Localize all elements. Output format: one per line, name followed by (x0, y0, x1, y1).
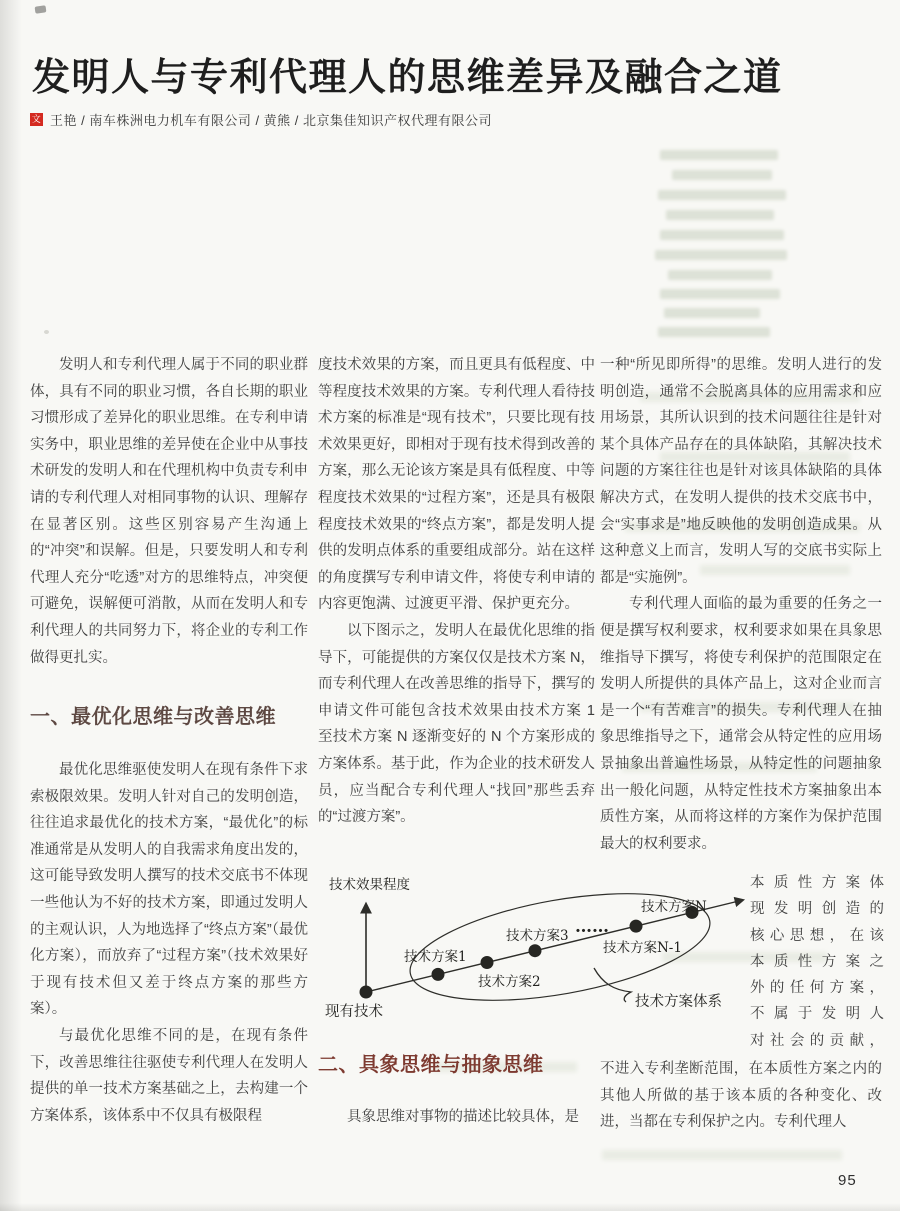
paragraph: 专利代理人面临的最为重要的任务之一便是撰写权利要求，权利要求如果在具象思维指导下撰写，将使专利保护的范围限定在发明人所提供的具体产品上，这对企业而言是一个“有苦难言”的损失。专利代理人在抽象思维指导之下，通常会从特定性的应用场景抽象出普遍性场景，从特定性的问题抽象出一般化问题，从特定性技术方案抽象出本质性方案，从而将这样的方案作为保护范围最大的权利要求。 (600, 596, 882, 852)
page-title: 发明人与专利代理人的思维差异及融合之道 (32, 57, 783, 99)
callout-squiggle (594, 968, 631, 1002)
wrapped-line: 本质性方案体 (750, 875, 884, 891)
origin-label: 现有技术 (325, 1004, 383, 1020)
bleedthrough-artifact (664, 308, 760, 318)
data-point-label: 技术方案N (641, 899, 707, 915)
data-point-n-1 (630, 920, 643, 933)
scan-smudge (35, 5, 47, 13)
system-label: 技术方案体系 (635, 994, 722, 1010)
column-1-paragraphs-2-3 (30, 757, 308, 1129)
bleedthrough-artifact (660, 289, 780, 299)
paragraph: 发明人和专利代理人属于不同的职业群体，具有不同的职业习惯，各自长期的职业习惯形成了差异化的职业思维。在专利申请实务中，职业思维的差异使在企业中从事技术研发的发明人和在代理机构中负责专利申请的专利代理人对相同事物的认识、理解存在显著区别。这些区别容易产生沟通上的“冲突”和误解。但是，只要发明人和专利代理人充分“吃透”对方的思维特点，冲突便可避免，误解便可消散，从而在发明人和专利代理人的共同努力下，将企业的专利工作做得更扎实。 (30, 357, 308, 666)
wrapped-line: 不属于发明人 (750, 1006, 884, 1023)
column-3-wrapped-text (750, 870, 884, 1054)
section-heading-1: 一、最优化思维与改善思维 (30, 706, 276, 728)
bleedthrough-artifact (655, 250, 787, 260)
data-point-label: 技术方案3 (506, 928, 569, 944)
bleedthrough-artifact (668, 270, 772, 280)
column-3-paragraph-3-wide (600, 1056, 882, 1136)
scan-dust (44, 330, 49, 334)
paragraph: 具象思维对事物的描述比较具体，是 (347, 1109, 579, 1125)
paragraph: 以下图示之，发明人在最优化思维的指导下，可能提供的方案仅仅是技术方案 N，而专利代理人在改善思维的指导下，撰写的申请文件可能包含技术效果由技术方案 1 至技术方案 N 逐渐变好的 N 个方案形成的方案体系。基于此，作为企业的技术研发人员，应当配合专利代理人“找回”那些丢弃的“过渡方案”。 (318, 622, 595, 826)
wrapped-line: 外的任何方案， (750, 980, 884, 997)
page-edge-shadow-bottom (0, 1203, 900, 1211)
bleedthrough-artifact (660, 150, 778, 160)
technical-solution-diagram (313, 868, 768, 1040)
column-2-paragraphs (318, 352, 595, 831)
section-heading-2: 二、具象思维与抽象思维 (318, 1054, 544, 1076)
author-label-icon: 文 (31, 114, 42, 124)
page-number: 95 (838, 1172, 857, 1189)
byline-text: 王艳 / 南车株洲电力机车有限公司 / 黄熊 / 北京集佳知识产权代理有限公司 (50, 113, 493, 128)
data-point-label: 技术方案N-1 (603, 940, 682, 956)
data-point-2 (481, 956, 494, 969)
data-point-3 (529, 944, 542, 957)
page-edge-shadow-left (0, 0, 22, 1211)
ellipsis-dots: …… (575, 917, 609, 937)
wrapped-line: 现发明创造的 (750, 901, 884, 918)
bleedthrough-artifact (602, 1150, 842, 1160)
data-point-label: 技术方案2 (478, 974, 541, 990)
paragraph: 不进入专利垄断范围，在本质性方案之内的其他人所做的基于该本质的各种变化、改进，当都在专利保护之内。专利代理人 (600, 1061, 882, 1131)
paragraph: 最优化思维驱使发明人在现有条件下求索极限效果。发明人针对自己的发明创造，往往追求最优化的技术方案，“最优化”的标准通常是从发明人的自我需求角度出发的，这可能导致发明人撰写的技术交底书不体现一些他认为不好的技术方案，即通过发明人的主观认识，人为地选择了“终点方案”（最优化方案），而放弃了“过程方案”（技术效果好于现有技术但又差于终点方案的那些方案）。 (30, 762, 308, 1018)
y-axis-label: 技术效果程度 (329, 877, 410, 893)
bleedthrough-artifact (658, 190, 786, 200)
wrapped-line: 对社会的贡献， (750, 1032, 884, 1049)
wrapped-line: 本质性方案之 (750, 953, 884, 970)
bleedthrough-artifact (672, 170, 772, 180)
data-point-existing-tech (360, 986, 373, 999)
bleedthrough-artifact (658, 327, 770, 337)
paragraph: 一种“所见即所得”的思维。发明人进行的发明创造，通常不会脱离具体的应用需求和应用场景，其所认识到的技术问题往往是针对某个具体产品存在的具体缺陷，其解决技术问题的方案往往也是针对该具体缺陷的具体解决方式，在发明人提供的技术交底书中，会“实事求是”地反映他的发明创造成果。从这种意义上而言，发明人写的交底书实际上都是“实施例”。 (600, 357, 882, 586)
column-2-paragraph-3 (318, 1104, 595, 1131)
bleedthrough-artifact (666, 210, 774, 220)
column-3-paragraphs (600, 352, 882, 857)
paragraph: 与最优化思维不同的是，在现有条件下，改善思维往往驱使专利代理人在发明人提供的单一技术方案基础之上，去构建一个方案体系，该体系中不仅具有极限程 (30, 1027, 308, 1124)
data-point-1 (432, 968, 445, 981)
column-1-paragraph-1 (30, 352, 308, 671)
byline (30, 110, 730, 129)
bleedthrough-artifact (660, 230, 784, 240)
wrapped-line: 核心思想，在该 (750, 927, 884, 944)
paragraph: 度技术效果的方案，而且更具有低程度、中等程度技术效果的方案。专利代理人看待技术方案的标准是“现有技术”，只要比现有技术效果更好，即相对于现有技术得到改善的方案，那么无论该方案是具有低程度、中等程度技术效果的“过程方案”，还是具有极限程度技术效果的“终点方案”，都是发明人提供的发明点体系的重要组成部分。站在这样的角度撰写专利申请文件，将使专利申请的内容更饱满、过渡更平滑、保护更充分。 (318, 357, 595, 613)
data-point-label: 技术方案1 (404, 949, 467, 965)
